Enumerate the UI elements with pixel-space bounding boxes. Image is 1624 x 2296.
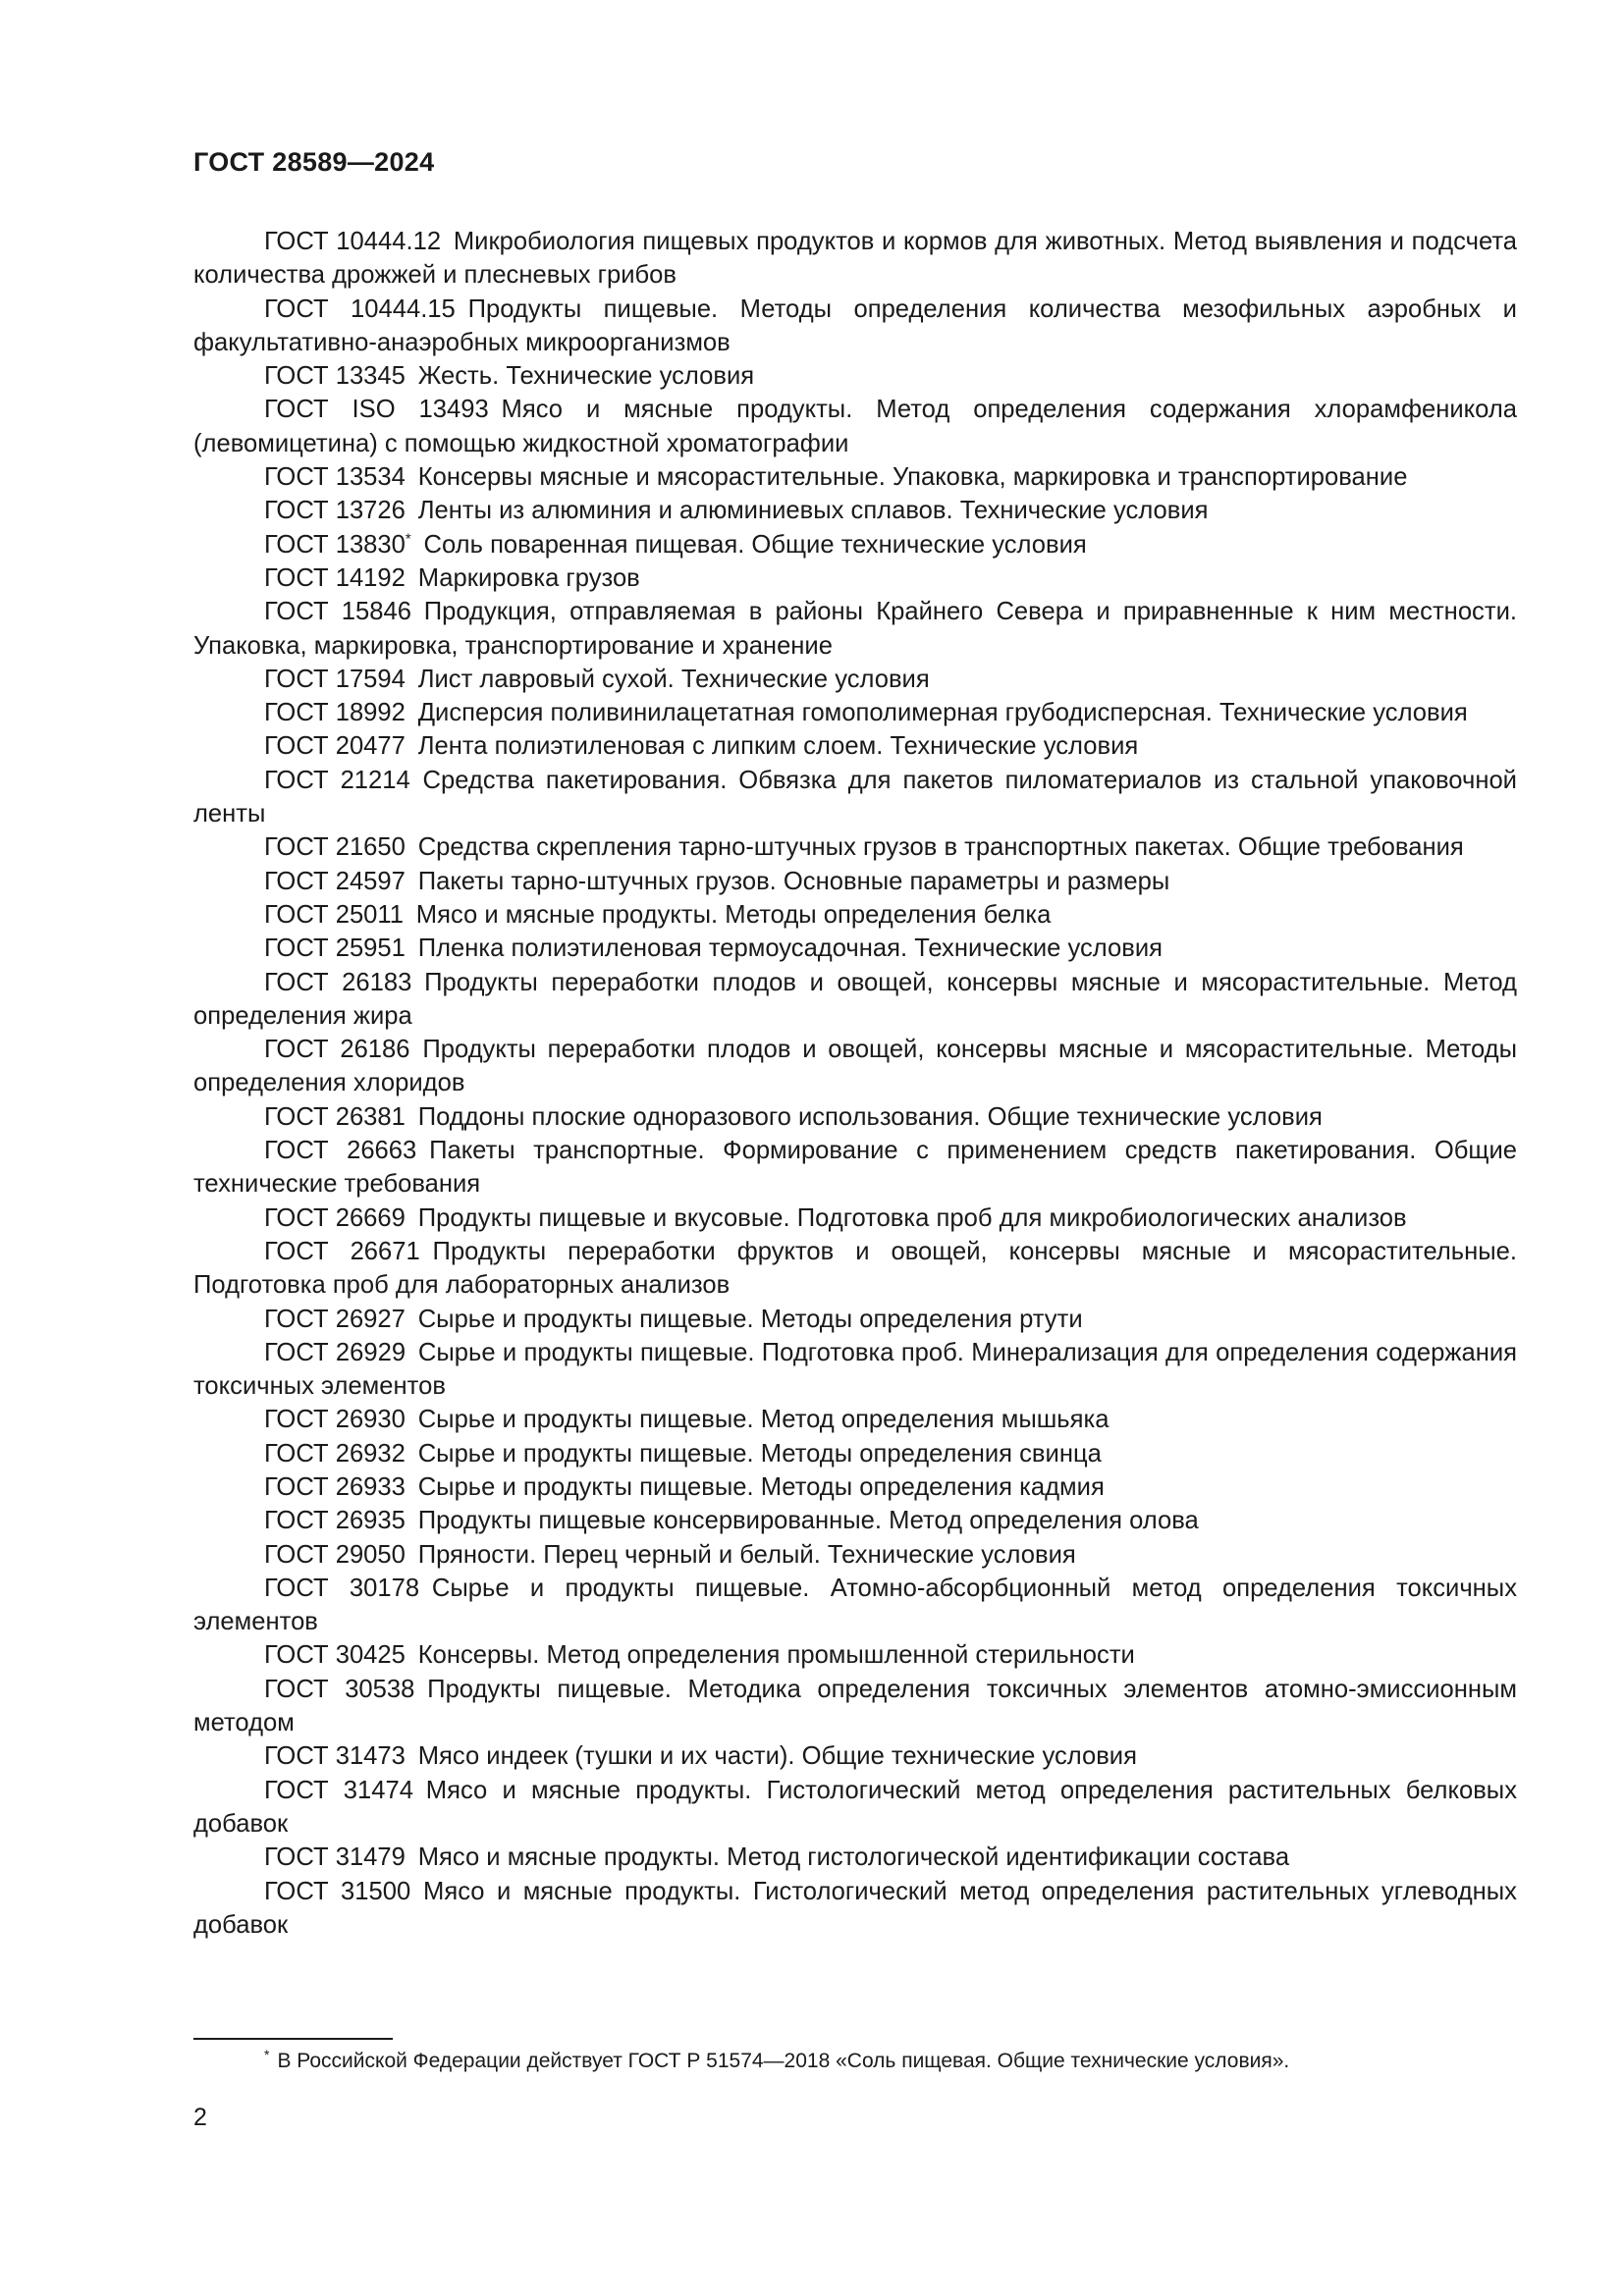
reference-item	[193, 1235, 1517, 1303]
reference-item	[193, 528, 1517, 561]
page-number: 2	[193, 2104, 207, 2131]
reference-title: Лента полиэтиленовая с липким слоем. Технические условия	[417, 732, 1139, 761]
reference-title: Ленты из алюминия и алюминиевых сплавов. Технические условия	[417, 497, 1209, 525]
reference-title: Продукция, отправляемая в районы Крайнего Севера и приравненные к ним местности. Упаковка, маркировка, транспортирование и хранение	[193, 598, 1517, 660]
reference-code: ГОСТ 25951	[264, 934, 406, 963]
reference-item	[193, 595, 1517, 663]
reference-title: Средства скрепления тарно-штучных грузов в транспортных пакетах. Общие требования	[417, 833, 1464, 862]
footnote-reference-mark: *	[405, 530, 411, 548]
reference-title: Пакеты транспортные. Формирование с применением средств пакетирования. Общие технические требования	[193, 1137, 1517, 1199]
footnote-mark: *	[264, 2047, 270, 2062]
reference-code: ГОСТ 26381	[264, 1102, 406, 1131]
reference-title: Продукты пищевые. Методы определения количества мезофильных аэробных и факультативно-анаэробных микроорганизмов	[193, 294, 1517, 356]
reference-code: ГОСТ 30538	[264, 1675, 415, 1703]
reference-item	[193, 1504, 1517, 1537]
reference-item	[193, 1033, 1517, 1100]
reference-title: Сырье и продукты пищевые. Подготовка проб. Минерализация для определения содержания токсичных элементов	[193, 1338, 1517, 1401]
reference-code: ГОСТ 26669	[264, 1203, 406, 1232]
reference-code: ГОСТ 18992	[264, 699, 406, 727]
document-header: ГОСТ 28589—2024	[193, 147, 435, 177]
reference-code: ГОСТ 21214	[264, 766, 410, 794]
reference-code: ГОСТ 31479	[264, 1843, 406, 1872]
reference-code: ГОСТ 10444.12	[264, 228, 442, 255]
reference-title: Продукты переработки плодов и овощей, консервы мясные и мясорастительные. Методы определения хлоридов	[193, 1036, 1517, 1097]
reference-code: ГОСТ 26183	[264, 968, 412, 996]
reference-item	[193, 729, 1517, 763]
reference-item	[193, 1470, 1517, 1504]
reference-title: Сырье и продукты пищевые. Методы определения ртути	[417, 1305, 1083, 1333]
reference-item	[193, 1538, 1517, 1572]
reference-item	[193, 1875, 1517, 1943]
reference-item	[193, 764, 1517, 831]
reference-item	[193, 932, 1517, 965]
reference-item	[193, 1841, 1517, 1874]
reference-code: ГОСТ 26929	[264, 1338, 406, 1366]
reference-title: Продукты пищевые консервированные. Метод определения олова	[417, 1507, 1199, 1535]
reference-code: ГОСТ 26663	[264, 1137, 417, 1165]
reference-item	[193, 865, 1517, 898]
reference-title: Пряности. Перец черный и белый. Технические условия	[417, 1540, 1076, 1569]
reference-title: Маркировка грузов	[417, 563, 640, 592]
reference-item	[193, 696, 1517, 729]
reference-title: Соль поваренная пищевая. Общие технические условия	[423, 530, 1087, 559]
reference-code: ГОСТ 26932	[264, 1439, 406, 1468]
normative-references-list	[193, 225, 1517, 1942]
footnote	[264, 2047, 1517, 2076]
reference-code: ГОСТ 25011	[264, 900, 404, 929]
reference-code: ГОСТ 24597	[264, 867, 406, 895]
reference-code: ГОСТ 13534	[264, 463, 406, 492]
reference-item	[193, 1303, 1517, 1336]
reference-title: Продукты пищевые. Методика определения токсичных элементов атомно-эмиссионным методом	[193, 1675, 1517, 1737]
reference-title: Пакеты тарно-штучных грузов. Основные параметры и размеры	[417, 867, 1170, 895]
reference-title: Дисперсия поливинилацетатная гомополимерная грубодисперсная. Технические условия	[417, 699, 1468, 727]
reference-code: ГОСТ 31473	[264, 1742, 406, 1771]
reference-title: Сырье и продукты пищевые. Методы определения свинца	[417, 1439, 1102, 1468]
reference-title: Лист лавровый сухой. Технические условия	[417, 665, 930, 693]
reference-code: ГОСТ 26927	[264, 1305, 406, 1333]
reference-title: Микробиология пищевых продуктов и кормов для животных. Метод выявления и подсчета количества дрожжей и плесневых грибов	[193, 228, 1517, 290]
reference-code: ГОСТ 14192	[264, 563, 406, 592]
reference-code: ГОСТ 30425	[264, 1641, 406, 1670]
reference-item	[193, 966, 1517, 1034]
reference-title: Мясо и мясные продукты. Гистологический метод определения растительных белковых добавок	[193, 1776, 1517, 1838]
reference-title: Консервы. Метод определения промышленной стерильности	[417, 1641, 1135, 1670]
reference-code: ГОСТ 17594	[264, 665, 406, 693]
reference-item	[193, 460, 1517, 494]
reference-title: Сырье и продукты пищевые. Метод определения мышьяка	[417, 1406, 1110, 1434]
reference-item	[193, 561, 1517, 595]
reference-item	[193, 225, 1517, 293]
reference-item	[193, 1572, 1517, 1639]
reference-item	[193, 1774, 1517, 1842]
reference-code: ГОСТ 31474	[264, 1776, 413, 1804]
reference-title: Продукты пищевые и вкусовые. Подготовка проб для микробиологических анализов	[417, 1203, 1407, 1232]
reference-title: Жесть. Технические условия	[417, 362, 755, 391]
reference-item	[193, 393, 1517, 460]
reference-code: ГОСТ 29050	[264, 1540, 406, 1569]
reference-code: ГОСТ 26935	[264, 1507, 406, 1535]
reference-code: ГОСТ 13726	[264, 497, 406, 525]
reference-item	[193, 1638, 1517, 1672]
reference-title: Сырье и продукты пищевые. Атомно-абсорбционный метод определения токсичных элементов	[193, 1574, 1517, 1636]
reference-code: ГОСТ 26671	[264, 1237, 420, 1265]
reference-item	[193, 830, 1517, 864]
reference-title: Пленка полиэтиленовая термоусадочная. Технические условия	[417, 934, 1164, 963]
footnote-text: В Российской Федерации действует ГОСТ Р 51574—2018 «Соль пищевая. Общие технические условия».	[277, 2050, 1290, 2072]
reference-title: Мясо индеек (тушки и их части). Общие технические условия	[417, 1742, 1137, 1771]
reference-code: ГОСТ 30178	[264, 1574, 420, 1602]
reference-title: Мясо и мясные продукты. Метод гистологической идентификации состава	[417, 1843, 1290, 1872]
reference-item	[193, 898, 1517, 932]
reference-code: ГОСТ 26186	[264, 1036, 410, 1064]
reference-title: Консервы мясные и мясорастительные. Упаковка, маркировка и транспортирование	[417, 463, 1408, 492]
reference-code: ГОСТ 13830	[264, 530, 406, 559]
reference-title: Мясо и мясные продукты. Методы определения белка	[415, 900, 1052, 929]
footnote-divider	[193, 2038, 393, 2040]
reference-code: ГОСТ 20477	[264, 732, 406, 761]
reference-code: ГОСТ 10444.15	[264, 294, 456, 323]
reference-item	[193, 663, 1517, 696]
reference-code: ГОСТ 21650	[264, 833, 406, 862]
reference-item	[193, 1739, 1517, 1773]
reference-title: Продукты переработки фруктов и овощей, консервы мясные и мясорастительные. Подготовка проб для лабораторных анализов	[193, 1237, 1517, 1300]
reference-item	[193, 293, 1517, 360]
reference-code: ГОСТ 13345	[264, 362, 406, 391]
reference-code: ГОСТ 31500	[264, 1877, 411, 1905]
reference-item	[193, 1403, 1517, 1436]
reference-title: Средства пакетирования. Обвязка для пакетов пиломатериалов из стальной упаковочной ленты	[193, 766, 1517, 828]
reference-code: ГОСТ ISO 13493	[264, 396, 489, 424]
reference-item	[193, 359, 1517, 393]
reference-title: Сырье и продукты пищевые. Методы определения кадмия	[417, 1472, 1105, 1501]
reference-title: Продукты переработки плодов и овощей, консервы мясные и мясорастительные. Метод определения жира	[193, 968, 1517, 1030]
reference-item	[193, 1673, 1517, 1740]
reference-code: ГОСТ 26933	[264, 1472, 406, 1501]
reference-item	[193, 494, 1517, 527]
reference-item	[193, 1336, 1517, 1404]
reference-title: Мясо и мясные продукты. Гистологический метод определения растительных углеводных добавок	[193, 1877, 1517, 1939]
reference-title: Мясо и мясные продукты. Метод определения содержания хлорамфеникола (левомицетина) с помощью жидкостной хроматографии	[193, 396, 1518, 457]
reference-item	[193, 1134, 1517, 1201]
reference-code: ГОСТ 26930	[264, 1406, 406, 1434]
reference-title: Поддоны плоские одноразового использования. Общие технические условия	[417, 1102, 1323, 1131]
reference-item	[193, 1201, 1517, 1235]
reference-item	[193, 1100, 1517, 1134]
reference-code: ГОСТ 15846	[264, 598, 411, 626]
reference-item	[193, 1437, 1517, 1470]
